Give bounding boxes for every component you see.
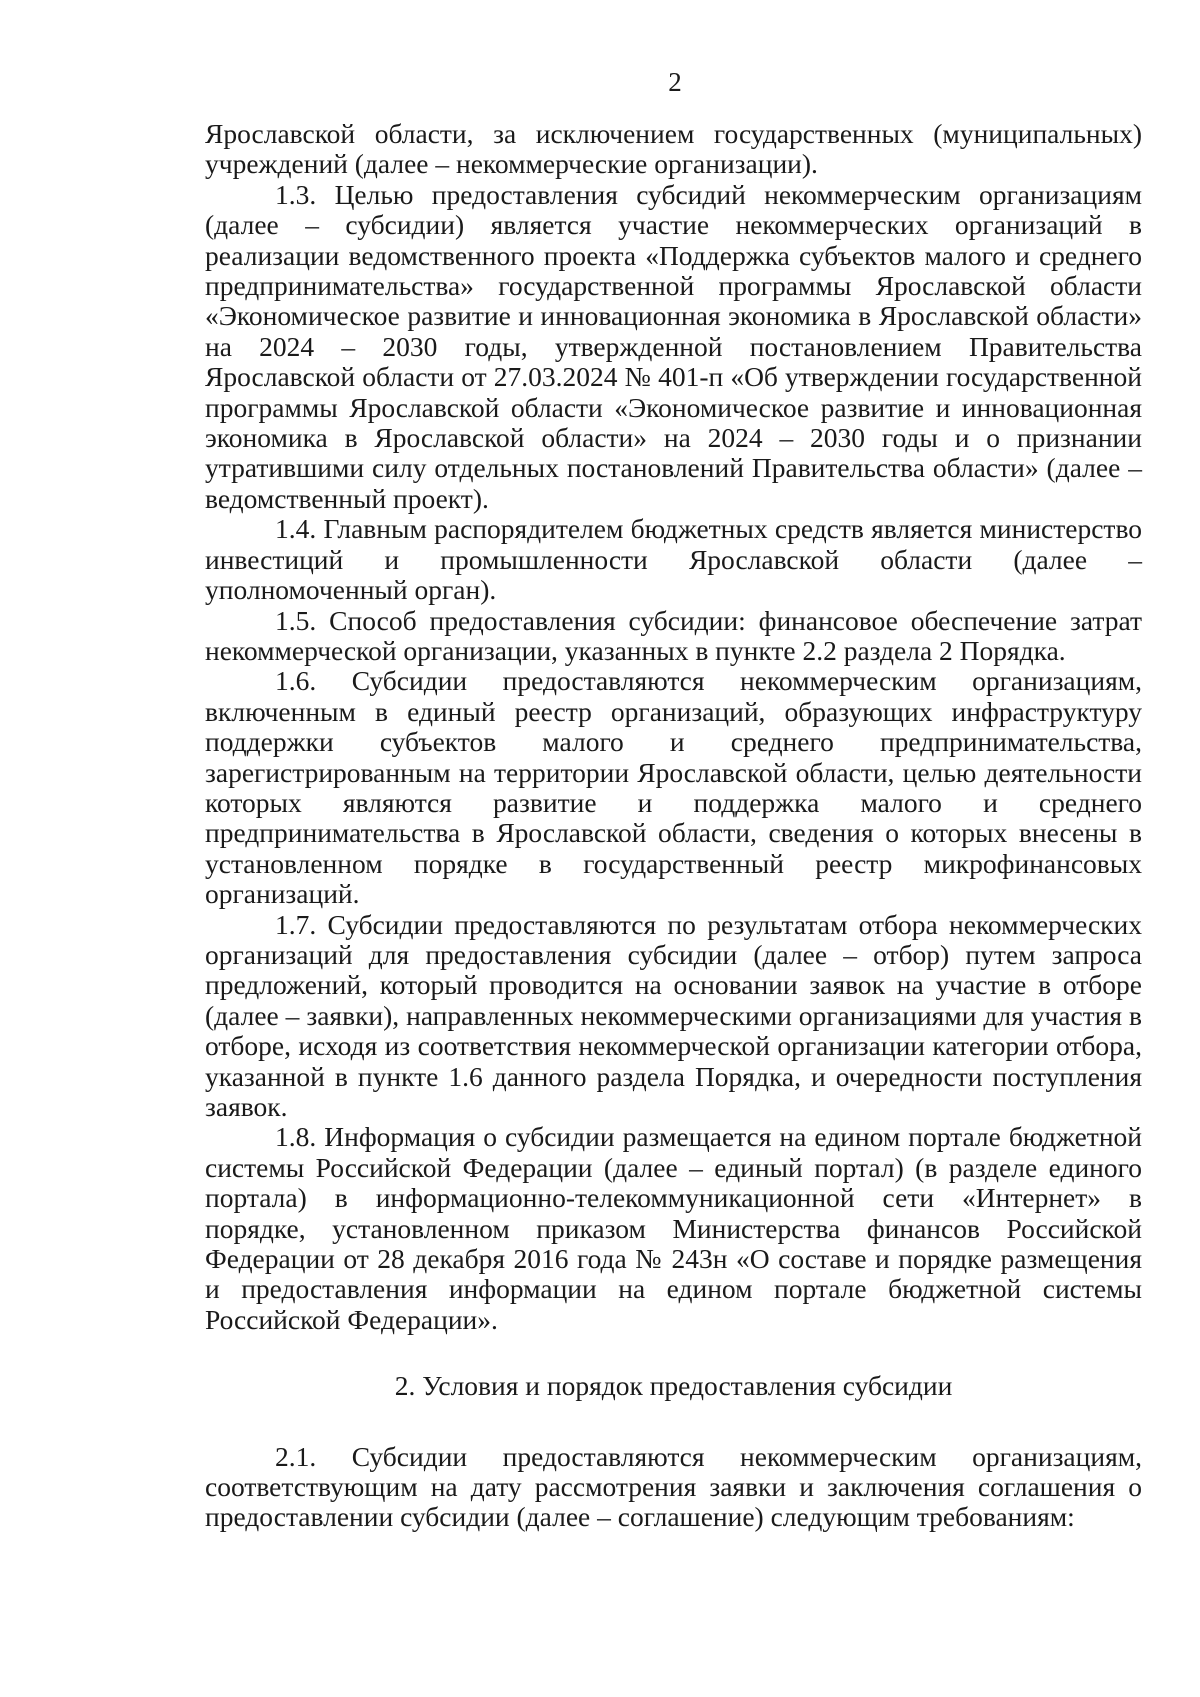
paragraph-1-8: 1.8. Информация о субсидии размещается на едином портале бюджетной системы Российской Федерации (далее – единый портал) (в разделе единого портала) в информационно-телекоммуникационной сети «Интернет» в порядке, установленном приказом Министерства финансов Российской Федерации от 28 декабря 2016 года № 243н «О составе и порядке размещения и предоставления информации на едином портале бюджетной системы Российской Федерации». <box>205 1121 1142 1335</box>
paragraph-1-5: 1.5. Способ предоставления субсидии: финансовое обеспечение затрат некоммерческой организации, указанных в пункте 2.2 раздела 2 Порядка. <box>205 604 1142 666</box>
section-2-heading: 2. Условия и порядок предоставления субсидии <box>394 1370 953 1402</box>
paragraph-1-4: 1.4. Главным распорядителем бюджетных средств является министерство инвестиций и промышленности Ярославской области (далее – уполномоченный орган). <box>205 513 1142 606</box>
paragraph-1-3: 1.3. Целью предоставления субсидий некоммерческим организациям (далее – субсидии) является участие некоммерческих организаций в реализации ведомственного проекта «Поддержка субъектов малого и среднего предпринимательства» государственной программы Ярославской области «Экономическое развитие и инновационная экономика в Ярославской области» на 2024 – 2030 годы, утвержденной постановлением Правительства Ярославской области от 27.03.2024 № 401-п «Об утверждении государственной программы Ярославской области «Экономическое развитие и инновационная экономика в Ярославской области» на 2024 – 2030 годы и о признании утратившими силу отдельных постановлений Правительства области» (далее – ведомственный проект). <box>205 178 1142 514</box>
page-number: 2 <box>668 67 682 97</box>
paragraph-1-7: 1.7. Субсидии предоставляются по результатам отбора некоммерческих организаций для предоставления субсидии (далее – отбор) путем запроса предложений, который проводится на основании заявок на участие в отборе (далее – заявки), направленных некоммерческими организациями для участия в отборе, исходя из соответствия некоммерческой организации категории отбора, указанной в пункте 1.6 данного раздела Порядка, и очередности поступления заявок. <box>205 908 1142 1122</box>
paragraph-1-6: 1.6. Субсидии предоставляются некоммерческим организациям, включенным в единый реестр организаций, образующих инфраструктуру поддержки субъектов малого и среднего предпринимательства, зарегистрированным на территории Ярославской области, целью деятельности которых являются развитие и поддержка малого и среднего предпринимательства в Ярославской области, сведения о которых внесены в установленном порядке в государственный реестр микрофинансовых организаций. <box>205 665 1142 910</box>
paragraph-2-1: 2.1. Субсидии предоставляются некоммерческим организациям, соответствующим на дату рассмотрения заявки и заключения соглашения о предоставлении субсидии (далее – соглашение) следующим требованиям: <box>205 1440 1142 1533</box>
paragraph-1-2-continuation: Ярославской области, за исключением государственных (муниципальных) учреждений (далее – некоммерческие организации). <box>205 118 1142 180</box>
document-body <box>205 119 1142 1533</box>
